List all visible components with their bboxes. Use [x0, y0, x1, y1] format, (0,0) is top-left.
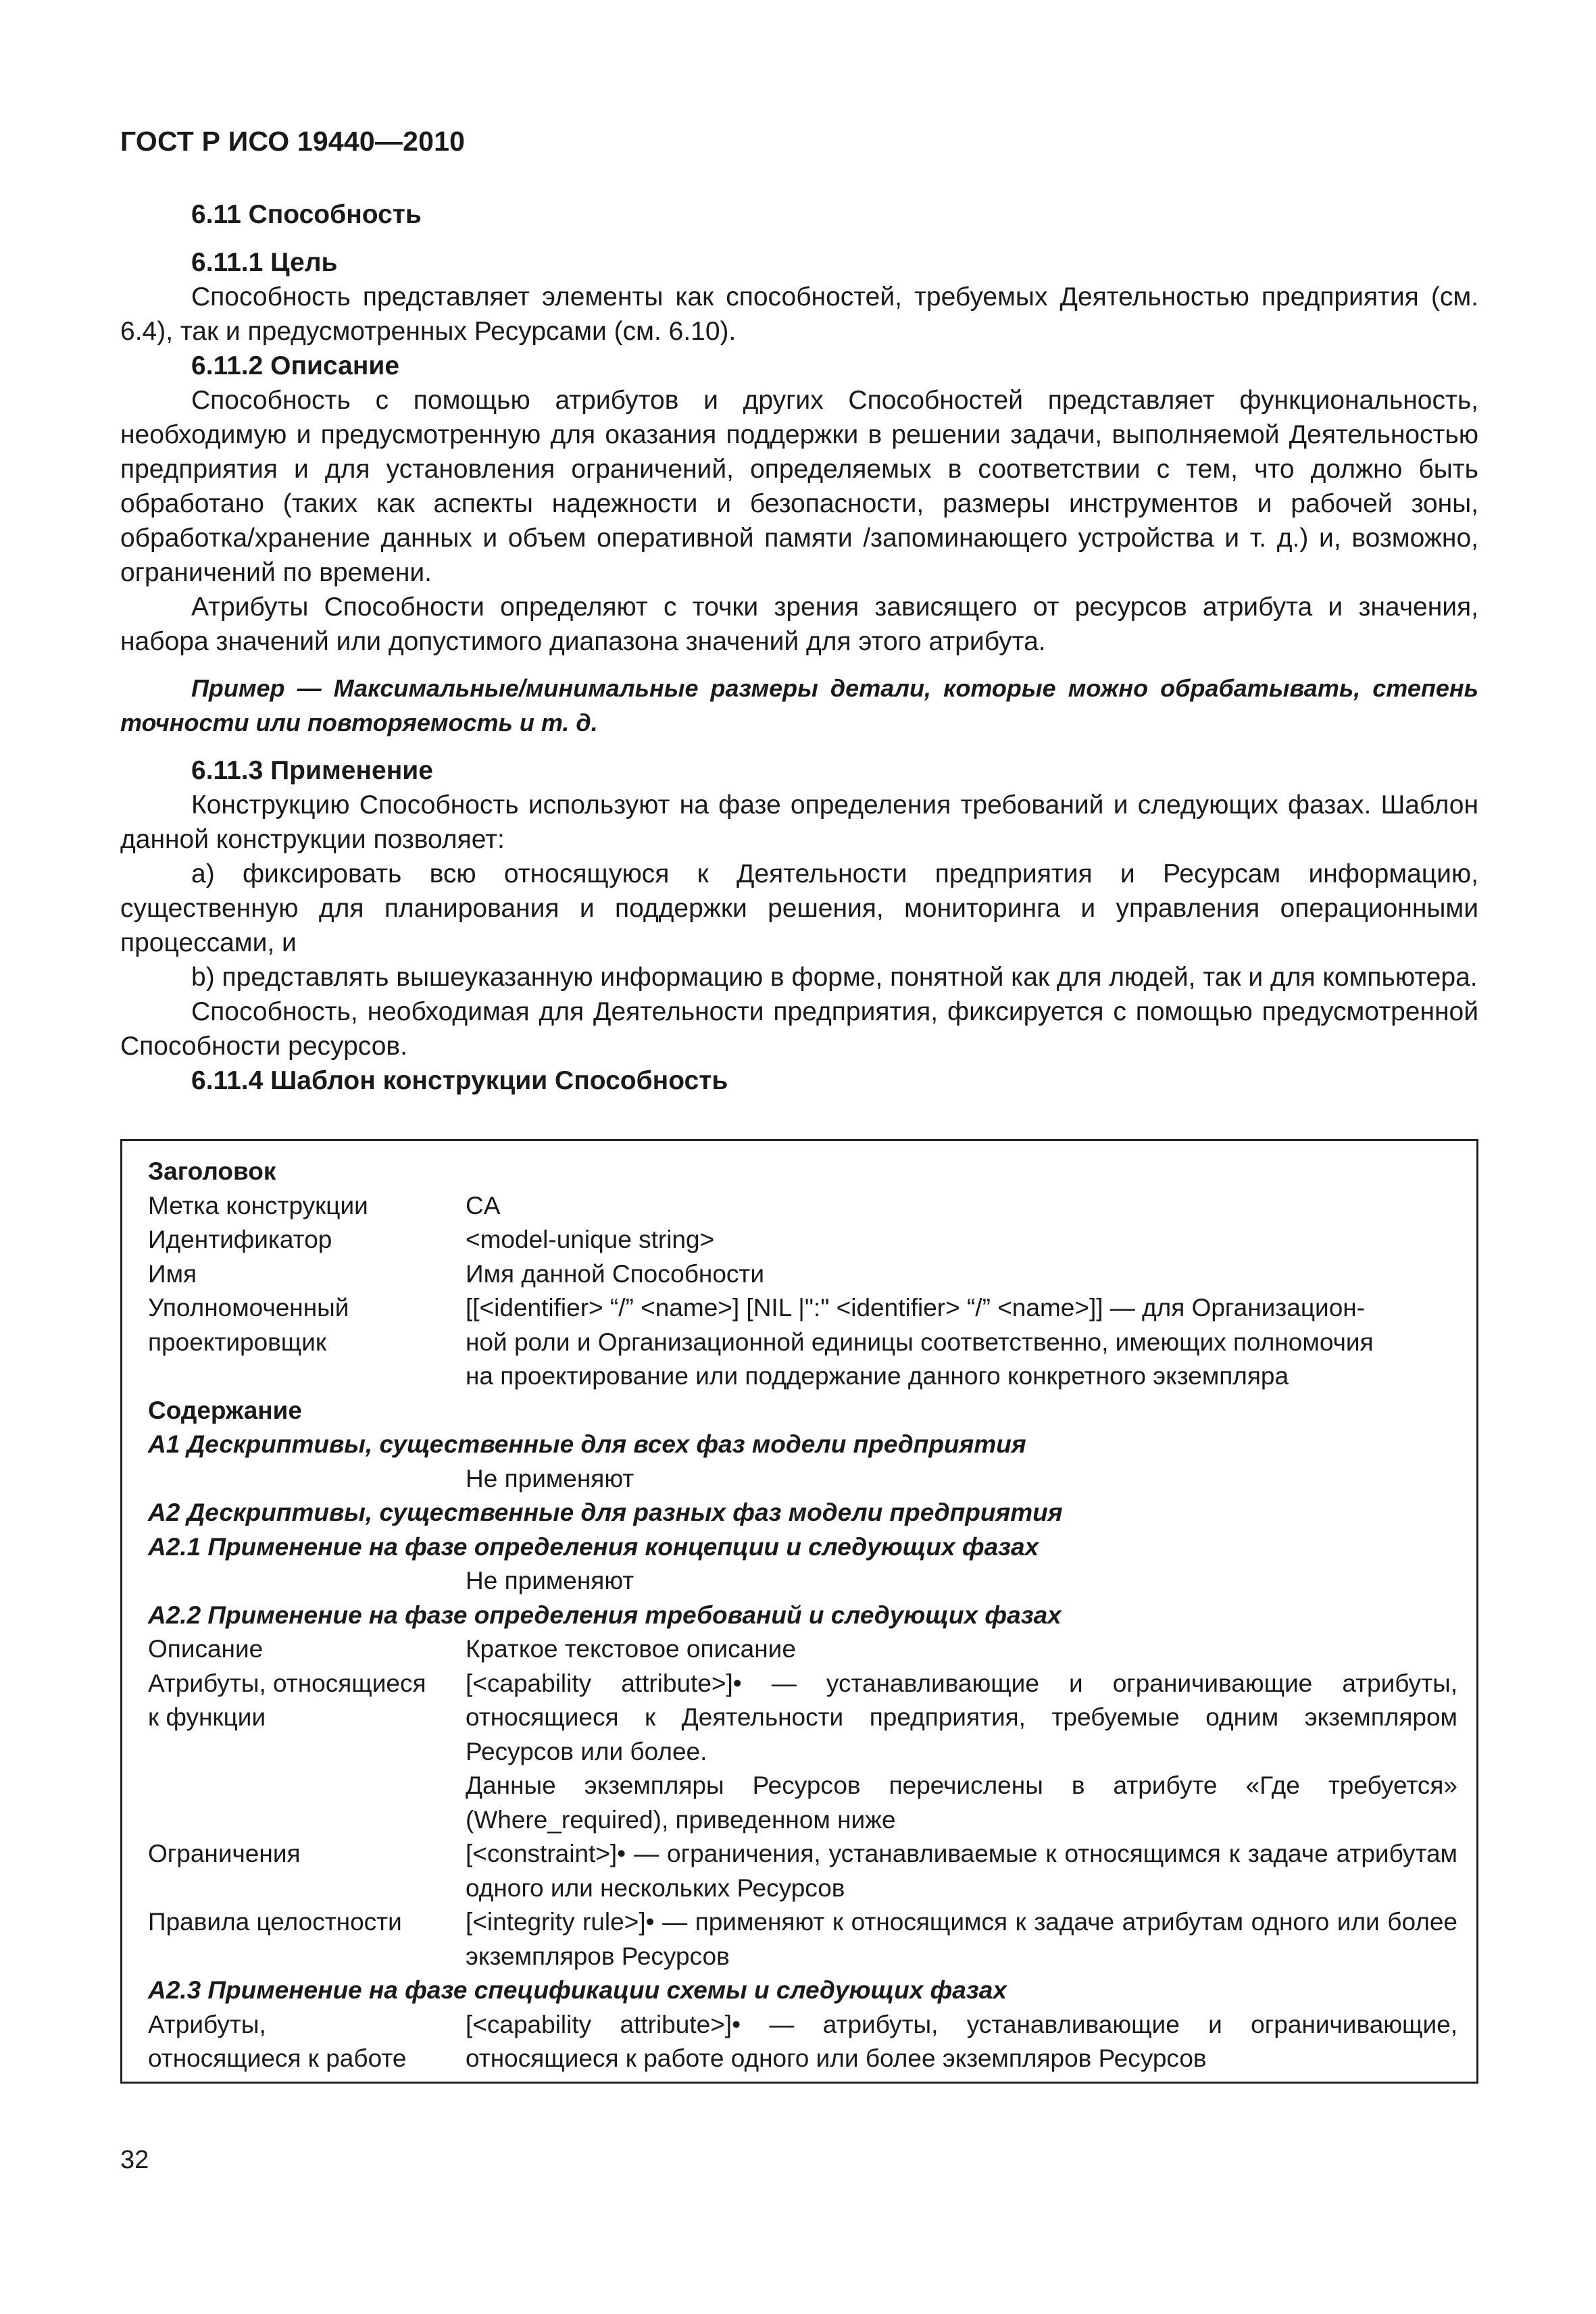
row-value: Имя данной Способности	[466, 1259, 765, 1288]
subsection-heading-template: 6.11.4 Шаблон конструкции Способность	[191, 1066, 728, 1095]
row-key	[148, 1667, 466, 1838]
row-key: Описание	[148, 1635, 264, 1663]
page-number: 32	[120, 2146, 149, 2174]
row-value-note: Данные экземпляры Ресурсов перечислены в атрибуте «Где требуется» (Where_required), приведенном ниже	[466, 1771, 1457, 1834]
template-a1-title: А1 Дескриптивы, существенные для всех фаз модели предприятия	[148, 1430, 1026, 1458]
template-row-identifier	[148, 1223, 1457, 1257]
template-content-title: Содержание	[148, 1396, 302, 1424]
description-paragraph-1: Способность с помощью атрибутов и других Способностей представляет функциональность, необходимую и предусмотренную для оказания поддержки в решении задачи, выполняемой Деятельностью предприятия и для установления ограничений, определяемых в соответствии с тем, что должно быть обработано (таких как аспекты надежности и безопасности, размеры инструментов и рабочей зоны, обработка/хранение данных и объем оперативной памяти /запоминающего устройства и т. д.) и, возможно, ограничений по времени.	[120, 386, 1478, 587]
row-value-text: [<capability attribute>]• — атрибуты, устанавливающие и ограничивающие, относящиеся к работе одного или более экземпляров Ресурсов	[466, 2010, 1457, 2072]
row-value: CA	[466, 1191, 501, 1219]
row-value	[466, 2008, 1457, 2076]
application-item-a: a) фиксировать всю относящуюся к Деятельности предприятия и Ресурсам информацию, существенную для планирования и поддержки решения, мониторинга и управления операционными процессами, и	[120, 859, 1478, 957]
row-value-line: ной роли и Организационной единицы соответственно, имеющих полномочия	[466, 1328, 1374, 1356]
row-value	[466, 1667, 1457, 1838]
template-row-function-attributes	[148, 1667, 1457, 1838]
row-value-line: [[<identifier> “/” <name>] [NIL |":" <identifier> “/” <name>]] — для Организацион-	[466, 1294, 1366, 1322]
row-value-text: [<constraint>]• — ограничения, устанавливаемые к относящимся к задаче атрибутам одного или нескольких Ресурсов	[466, 1840, 1457, 1902]
section-heading: 6.11 Способность	[191, 200, 422, 229]
section-body	[120, 197, 1478, 1098]
template-a1-value: Не применяют	[466, 1464, 634, 1492]
row-key: Имя	[148, 1259, 197, 1288]
template-a21-value: Не применяют	[466, 1567, 634, 1594]
row-value: <model-unique string>	[466, 1226, 715, 1253]
application-paragraph-2: Способность, необходимая для Деятельности предприятия, фиксируется с помощью предусмотренной Способности ресурсов.	[120, 997, 1478, 1061]
row-key	[148, 2008, 466, 2076]
row-key: Ограничения	[148, 1840, 301, 1867]
template-a22-title: А2.2 Применение на фазе определения требований и следующих фазах	[148, 1601, 1062, 1629]
construct-template-box	[120, 1139, 1478, 2084]
row-key-line: к функции	[148, 1703, 266, 1731]
row-key	[148, 1291, 466, 1394]
row-key-line: Уполномоченный	[148, 1294, 349, 1322]
template-row-integrity-rules	[148, 1905, 1457, 1973]
row-key: Метка конструкции	[148, 1191, 368, 1219]
application-paragraph-1: Конструкцию Способность используют на фазе определения требований и следующих фазах. Шаблон данной конструкции позволяет:	[120, 790, 1478, 854]
subsection-heading-goal: 6.11.1 Цель	[191, 248, 338, 277]
template-row-name	[148, 1257, 1457, 1292]
template-row-description	[148, 1632, 1457, 1667]
row-key-line: относящиеся к работе	[148, 2044, 407, 2072]
template-row-label	[148, 1189, 1457, 1224]
example-note: Пример — Максимальные/минимальные размеры детали, которые можно обрабатывать, степень точности или повторяемость и т. д.	[120, 674, 1478, 736]
row-value	[466, 1291, 1457, 1394]
subsection-heading-application: 6.11.3 Применение	[191, 756, 433, 785]
template-row-constraints	[148, 1837, 1457, 1905]
template-row-work-attributes	[148, 2008, 1457, 2076]
row-value	[466, 1837, 1457, 1905]
row-value: Краткое текстовое описание	[466, 1635, 796, 1663]
document-header: ГОСТ Р ИСО 19440—2010	[120, 126, 466, 157]
description-paragraph-2: Атрибуты Способности определяют с точки зрения зависящего от ресурсов атрибута и значения, набора значений или допустимого диапазона значений для этого атрибута.	[120, 593, 1478, 656]
template-row-designer	[148, 1291, 1457, 1394]
template-a21-title: А2.1 Применение на фазе определения концепции и следующих фазах	[148, 1532, 1039, 1561]
subsection-heading-description: 6.11.2 Описание	[191, 351, 400, 380]
row-value-text: [<integrity rule>]• — применяют к относящимся к задаче атрибутам одного или более экземпляров Ресурсов	[466, 1908, 1457, 1970]
row-value-line: на проектирование или поддержание данного конкретного экземпляра	[466, 1362, 1289, 1390]
goal-paragraph: Способность представляет элементы как способностей, требуемых Деятельностью предприятия (см. 6.4), так и предусмотренных Ресурсами (см. 6.10).	[120, 282, 1478, 346]
row-key: Правила целостности	[148, 1908, 402, 1936]
row-value-text: [<capability attribute>]• — устанавливающие и ограничивающие атрибуты, относящиеся к Деятельности предприятия, требуемые одним экземпляром Ресурсов или более.	[466, 1669, 1457, 1765]
template-header-title: Заголовок	[148, 1157, 276, 1185]
template-a2-title: А2 Дескриптивы, существенные для разных фаз модели предприятия	[148, 1499, 1063, 1526]
row-value	[466, 1905, 1457, 1973]
row-key: Идентификатор	[148, 1226, 332, 1253]
row-key-line: Атрибуты,	[148, 2010, 266, 2038]
template-a23-title: А2.3 Применение на фазе спецификации схемы и следующих фазах	[148, 1976, 1007, 2004]
row-key-line: проектировщик	[148, 1328, 327, 1356]
application-item-b: b) представлять вышеуказанную информацию в форме, понятной как для людей, так и для компьютера.	[191, 963, 1478, 992]
row-key-line: Атрибуты, относящиеся	[148, 1669, 426, 1697]
